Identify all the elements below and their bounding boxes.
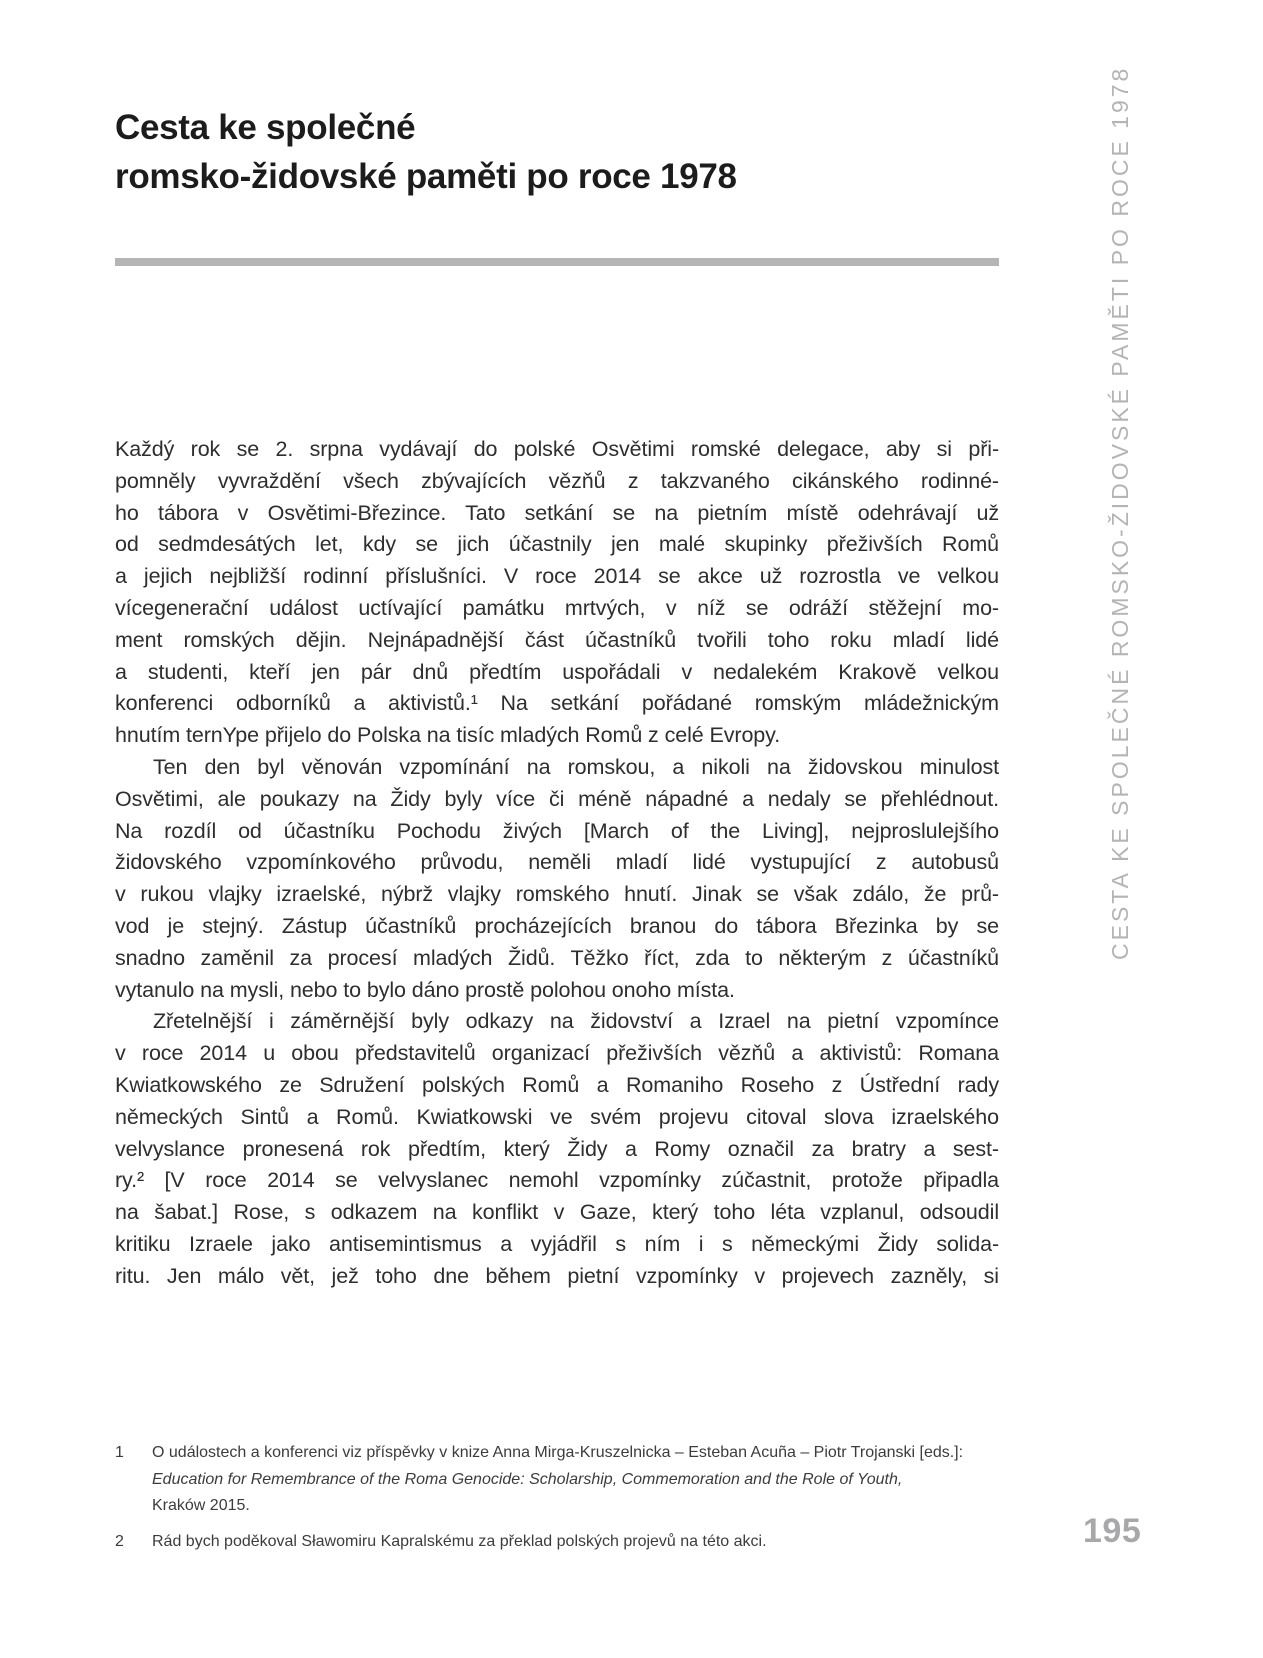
footnote-text [152, 1440, 1015, 1520]
page-number: 195 [1083, 1512, 1142, 1550]
text-line: Ten den byl věnován vzpomínání na romskou, a nikoli na židovskou minulost [153, 754, 999, 779]
text-line: kritiku Izraele jako antisemintismus a vyjádřil s ním i s německými Židy solida- [115, 1231, 999, 1256]
footnote-number: 1 [115, 1444, 124, 1461]
paragraph [115, 1006, 999, 1292]
text-line: židovského vzpomínkového průvodu, neměli mladí lidé vystupující z autobusů [115, 850, 999, 875]
footnote-number: 2 [115, 1532, 124, 1550]
text-line: velvyslance pronesená rok předtím, který Židy a Romy označil za bratry a sest- [115, 1136, 999, 1161]
paragraph [115, 434, 999, 752]
text-line: ritu. Jen málo vět, jež toho dne během pietní vzpomínky v projevech zazněly, si [115, 1263, 999, 1288]
text-line: pomněly vyvraždění všech zbývajících vězňů z takzvaného cikánského rodinné- [115, 468, 999, 493]
text-line: v rukou vlajky izraelské, nýbrž vlajky romského hnutí. Jinak se však zdálo, že prů- [115, 882, 999, 907]
text-line: na šabat.] Rose, s odkazem na konflikt v Gaze, který toho léta vzplanul, odsoudil [115, 1200, 999, 1225]
footnote-line-italic: Education for Remembrance of the Roma Genocide: Scholarship, Commemoration and the Role of Youth, [152, 1470, 903, 1488]
chapter-title-line-2: romsko-židovské paměti po roce 1978 [115, 157, 737, 196]
footnote-line: O událostech a konferenci viz příspěvky v knize Anna Mirga-Kruszelnicka – Esteban Acuña – Piotr Trojanski [eds.]: [152, 1444, 964, 1461]
chapter-title-line-1: Cesta ke společné [115, 108, 416, 147]
footnote-line: Kraków 2015. [152, 1497, 250, 1514]
vertical-running-head: CESTA KE SPOLEČNÉ ROMSKO-ŽIDOVSKÉ PAMĚTI PO ROCE 1978 [1107, 65, 1133, 960]
text-line: Zřetelnější i záměrnější byly odkazy na židovství a Izrael na pietní vzpomínce [153, 1009, 999, 1034]
footnote-line: Rád bych poděkoval Sławomiru Kapralskému za překlad polských projevů na této akci. [152, 1532, 767, 1550]
text-line: konferenci odborníků a aktivistů.¹ Na setkání pořádané romským mládežnickým [115, 691, 999, 716]
text-line: Každý rok se 2. srpna vydávají do polské Osvětimi romské delegace, aby si při- [115, 437, 999, 461]
text-line: od sedmdesátých let, kdy se jich účastnily jen malé skupinky přeživších Romů [115, 532, 999, 557]
text-line: ho tábora v Osvětimi-Březince. Tato setkání se na pietním místě odehrávají už [115, 500, 999, 525]
text-line: vícegenerační událost uctívající památku mrtvých, v níž se odráží stěžejní mo- [115, 595, 999, 620]
text-line: vytanulo na mysli, nebo to bylo dáno prostě polohou onoho místa. [115, 977, 735, 1002]
text-line: a jejich nejbližší rodinní příslušníci. V roce 2014 se akce už rozrostla ve velkou [115, 564, 999, 589]
footnote-text [152, 1529, 1015, 1556]
text-line: snadno zaměnil za procesí mladých Židů. Těžko říct, zda to některým z účastníků [115, 945, 999, 970]
paragraph [115, 752, 999, 1006]
footnote [115, 1440, 1015, 1520]
text-line: německých Sintů a Romů. Kwiatkowski ve svém projevu citoval slova izraelského [115, 1104, 999, 1129]
text-line: Na rozdíl od účastníku Pochodu živých [March of the Living], nejproslulejšího [115, 818, 999, 843]
chapter-header [115, 103, 1015, 201]
text-line: a studenti, kteří jen pár dnů předtím uspořádali v nedalekém Krakově velkou [115, 659, 999, 684]
title-divider-rule [115, 258, 999, 266]
text-line: v roce 2014 u obou představitelů organizací přeživších vězňů a aktivistů: Romana [115, 1041, 999, 1066]
text-line: Kwiatkowského ze Sdružení polských Romů a Romaniho Roseho z Ústřední rady [115, 1072, 999, 1097]
text-line: ry.² [V roce 2014 se velvyslanec nemohl vzpomínky zúčastnit, protože připadla [115, 1168, 999, 1193]
text-line: vod je stejný. Zástup účastníků procházejících branou do tábora Březinka by se [115, 913, 999, 938]
body-text [115, 434, 999, 1293]
text-line: hnutím ternYpe přijelo do Polska na tisíc mladých Romů z celé Evropy. [115, 723, 781, 748]
text-line: ment romských dějin. Nejnápadnější část účastníků tvořili toho roku mladí lidé [115, 627, 999, 652]
footnote [115, 1529, 1015, 1556]
text-line: Osvětimi, ale poukazy na Židy byly více či méně nápadné a nedaly se přehlédnout. [115, 786, 999, 811]
footnotes-section [115, 1440, 1015, 1555]
